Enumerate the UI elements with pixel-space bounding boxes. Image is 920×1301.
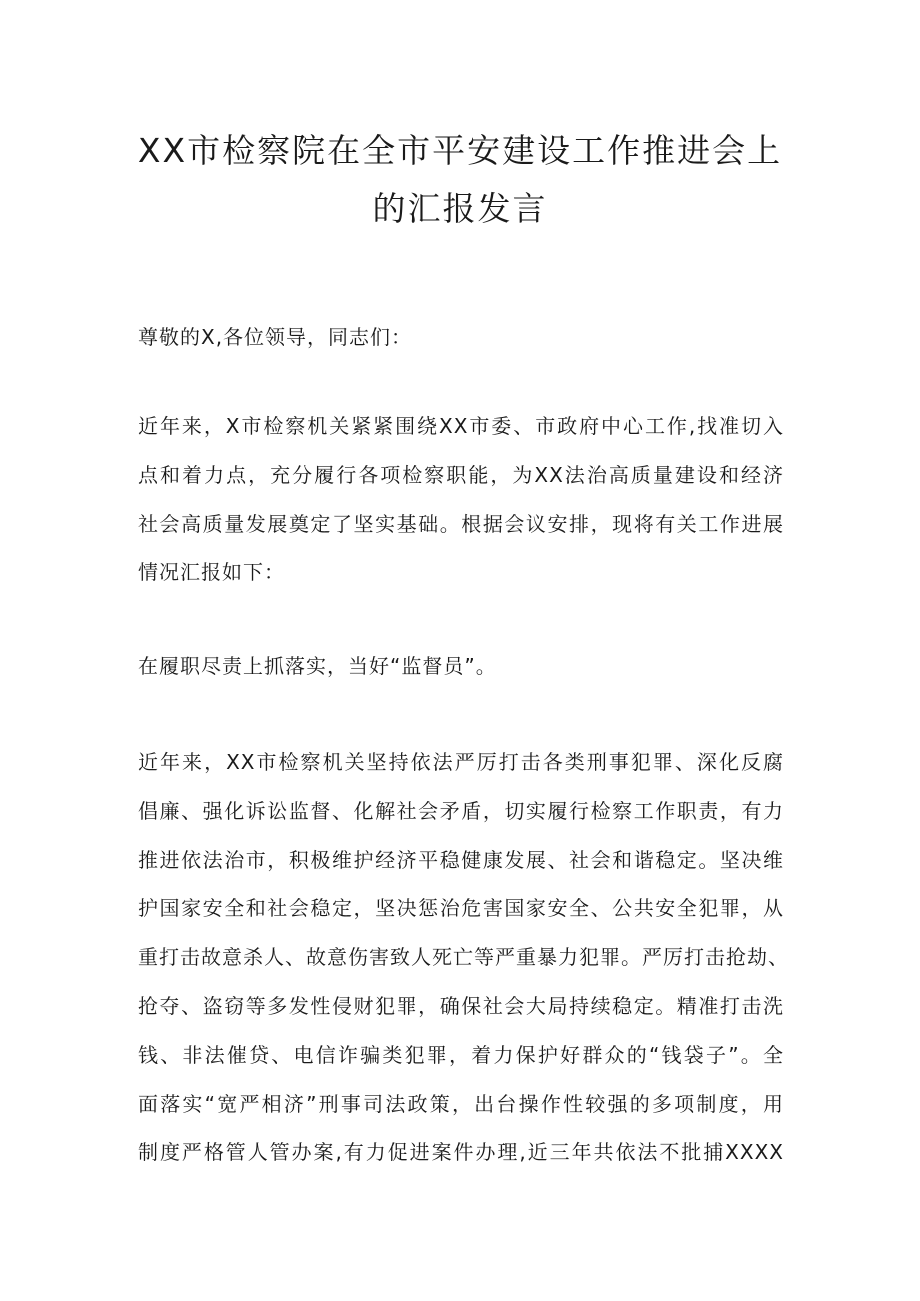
paragraph-line: 社会高质量发展奠定了坚实基础。根据会议安排，现将有关工作进展 (138, 511, 784, 536)
paragraph-line: 钱、非法催贷、电信诈骗类犯罪，着力保护好群众的“钱袋子”。全 (138, 1042, 784, 1067)
paragraph-line: 重打击故意杀人、故意伤害致人死亡等严重暴力犯罪。严厉打击抢劫、 (138, 945, 789, 970)
salutation (138, 313, 784, 362)
paragraph-line: 抢夺、盗窃等多发性侵财犯罪，确保社会大局持续稳定。精准打击洗 (138, 993, 784, 1018)
paragraph-line: 近年来，XX市检察机关坚持依法严厉打击各类刑事犯罪、深化反腐 (138, 750, 784, 774)
body-paragraph (138, 738, 789, 1177)
document-title (0, 122, 920, 238)
paragraph-line: 推进依法治市，积极维护经济平稳健康发展、社会和谐稳定。坚决维 (138, 847, 784, 872)
section-heading (138, 642, 784, 691)
paragraph-line: 近年来，X市检察机关紧紧围绕XX市委、市政府中心工作,找准切入 (138, 414, 784, 438)
paragraph-line: 情况汇报如下： (138, 560, 285, 585)
title-line: XX市检察院在全市平安建设工作推进会上 (137, 131, 783, 170)
paragraph-line: 面落实“宽严相济”刑事司法政策，出台操作性较强的多项制度，用 (138, 1091, 784, 1116)
intro-paragraph (138, 402, 784, 597)
paragraph-line: 倡廉、强化诉讼监督、化解社会矛盾，切实履行检察工作职责，有力 (138, 798, 784, 823)
salutation-text: 尊敬的X,各位领导，同志们： (138, 325, 413, 349)
paragraph-line: 点和着力点，充分履行各项检察职能，为XX法治高质量建设和经济 (138, 462, 784, 487)
section-heading-text: 在履职尽责上抓落实，当好“监督员”。 (138, 654, 497, 678)
paragraph-line: 护国家安全和社会稳定，坚决惩治危害国家安全、公共安全犯罪，从 (138, 896, 784, 921)
paragraph-line: 制度严格管人管办案,有力促进案件办理,近三年共依法不批捕XXXX (138, 1140, 784, 1165)
title-line: 的汇报发言 (372, 189, 548, 228)
